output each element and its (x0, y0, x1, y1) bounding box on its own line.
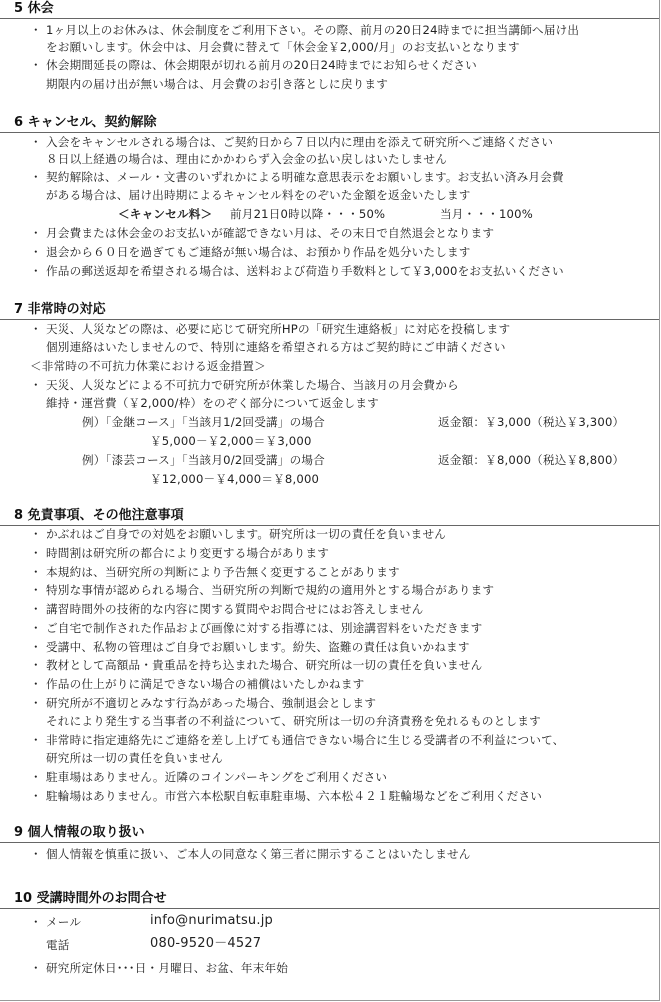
text-line: 契約解除は、メール・文書のいずれかによる明確な意思表示をお願いします。お支払い済み月会費 (46, 170, 564, 184)
list-item: 受講中、私物の管理はご自身でお願いします。紛失、盗難の責任は負いかねます (46, 640, 470, 654)
tel-label: 電話 (46, 938, 70, 952)
list-item: 本規約は、当研究所の判断により予告無く変更することがあります (46, 565, 400, 579)
section-6-header (0, 114, 659, 133)
section-8-title: 8 免責事項、その他注意事項 (14, 508, 184, 523)
section-8-header (0, 507, 659, 526)
bullet: ・ (30, 135, 42, 149)
text-line: 個人情報を慎重に扱い、ご本人の同意なく第三者に開示することはいたしません (46, 847, 471, 861)
bullet: ・ (30, 58, 42, 72)
list-item: かぶれはご自身での対処をお願いします。研究所は一切の責任を負いません (46, 527, 447, 541)
tel-number: 080-9520－4527 (150, 936, 262, 951)
bullet: ・ (30, 915, 42, 929)
text-line: 入会をキャンセルされる場合は、ご契約日から７日以内に理由を添えて研究所へご連絡ください (46, 135, 554, 149)
mail-address-link[interactable]: info@nurimatsu.jp (150, 913, 273, 928)
bullet: ・ (30, 789, 42, 803)
section-7-header (0, 301, 659, 320)
text-line: がある場合は、届け出時期によるキャンセル料をのぞいた金額を返金いたします (46, 188, 471, 202)
section-5-title: 5 休会 (14, 1, 54, 16)
section-9-title: 9 個人情報の取り扱い (14, 825, 145, 840)
section-6-title: 6 キャンセル、契約解除 (14, 115, 157, 130)
list-item: 時間割は研究所の都合により変更する場合があります (46, 546, 330, 560)
bullet: ・ (30, 583, 42, 597)
bullet: ・ (30, 170, 42, 184)
mail-label: メール (46, 915, 82, 929)
bullet: ・ (30, 696, 42, 710)
text-line: 天災、人災などの際は、必要に応じて研究所HPの「研究生連絡板」に対応を投稿します (46, 322, 511, 336)
text-line: ８日以上経過の場合は、理由にかかわらず入会金の払い戻しはいたしません (46, 152, 447, 166)
list-item: 作品の仕上がりに満足できない場合の補償はいたしかねます (46, 677, 365, 691)
bullet: ・ (30, 565, 42, 579)
bullet: ・ (30, 770, 42, 784)
text-line: 期限内の届け出が無い場合は、月会費のお引き落としに戻ります (46, 77, 389, 91)
text-line: 維持・運営費（￥2,000/枠）をのぞく部分について返金します (46, 396, 379, 410)
bullet: ・ (30, 23, 42, 37)
list-item: 研究所が不適切とみなす行為があった場合、強制退会とします (46, 696, 377, 710)
bullet: ・ (30, 640, 42, 654)
list-item: 研究所は一切の責任を負いません (46, 751, 223, 765)
bullet: ・ (30, 621, 42, 635)
refund-measure-heading: ＜非常時の不可抗力休業における返金措置＞ (30, 359, 266, 373)
bullet: ・ (30, 546, 42, 560)
example-1-calc: ￥5,000－￥2,000＝￥3,000 (150, 434, 312, 448)
cancel-fee-current-month: 当月・・・100% (440, 207, 533, 221)
example-2: 例）「漆芸コース」「当該月0/2回受講」の場合 (82, 453, 325, 467)
list-item: 講習時間外の技術的な内容に関する質問やお問合せにはお答えしません (46, 602, 424, 616)
bullet: ・ (30, 733, 42, 747)
cancel-fee-label: ＜キャンセル料＞ (118, 207, 213, 221)
bullet: ・ (30, 961, 42, 975)
text-line: をお願いします。休会中は、月会費に替えて「休会金￥2,000/月」のお支払いとなります (46, 40, 520, 54)
list-item: 特別な事情が認められる場合、当研究所の判断で規約の適用外とする場合があります (46, 583, 495, 597)
cancel-fee-previous-month: 前月21日0時以降・・・50% (230, 207, 386, 221)
bullet: ・ (30, 245, 42, 259)
list-item: ご自宅で制作された作品および画像に対する指導には、別途講習料をいただきます (46, 621, 483, 635)
section-7-title: 7 非常時の対応 (14, 302, 106, 317)
bullet: ・ (30, 226, 42, 240)
text-line: 作品の郵送返却を希望される場合は、送料および荷造り手数料として￥3,000をお支払いください (46, 264, 564, 278)
text-line: 休会期間延長の際は、休会期限が切れる前月の20日24時までにお知らせください (46, 58, 477, 72)
holiday-info: 研究所定休日･･･日・月曜日、お盆、年末年始 (46, 961, 289, 975)
list-item: 教材として高額品・貴重品を持ち込まれた場合、研究所は一切の責任を負いません (46, 658, 483, 672)
bullet: ・ (30, 658, 42, 672)
text-line: 退会から６０日を過ぎてもご連絡が無い場合は、お預かり作品を処分いたします (46, 245, 471, 259)
bullet: ・ (30, 378, 42, 392)
list-item: 駐輪場はありません。市営六本松駅自転車駐車場、六本松４２１駐輪場などをご利用ください (46, 789, 543, 803)
bullet: ・ (30, 847, 42, 861)
section-10-title: 10 受講時間外のお問合せ (14, 891, 167, 906)
text-line: 天災、人災などによる不可抗力で研究所が休業した場合、当該月の月会費から (46, 378, 459, 392)
section-5-header (0, 0, 659, 19)
text-line: 1ヶ月以上のお休みは、休会制度をご利用下さい。その際、前月の20日24時までに担当講師へ届け出 (46, 23, 580, 37)
bullet: ・ (30, 322, 42, 336)
bullet: ・ (30, 602, 42, 616)
example-2-refund: 返金額：￥8,000（税込￥8,800） (438, 453, 625, 467)
bullet: ・ (30, 264, 42, 278)
list-item: 非常時に指定連絡先にご連絡を差し上げても通信できない場合に生じる受講者の不利益について、 (46, 733, 565, 747)
list-item: 駐車場はありません。近隣のコインパーキングをご利用ください (46, 770, 388, 784)
section-9-header (0, 824, 659, 843)
bullet: ・ (30, 677, 42, 691)
example-1-refund: 返金額：￥3,000（税込￥3,300） (438, 415, 625, 429)
bullet: ・ (30, 527, 42, 541)
list-item: それにより発生する当事者の不利益について、研究所は一切の弁済責務を免れるものとします (46, 714, 541, 728)
example-2-calc: ￥12,000－￥4,000＝￥8,000 (150, 472, 320, 486)
section-10-header (0, 890, 659, 909)
example-1: 例）「金継コース」「当該月1/2回受講」の場合 (82, 415, 325, 429)
text-line: 個別連絡はいたしませんので、特別に連絡を希望される方はご契約時にご申請ください (46, 340, 506, 354)
text-line: 月会費または休会金のお支払いが確認できない月は、その末日で自然退会となります (46, 226, 495, 240)
